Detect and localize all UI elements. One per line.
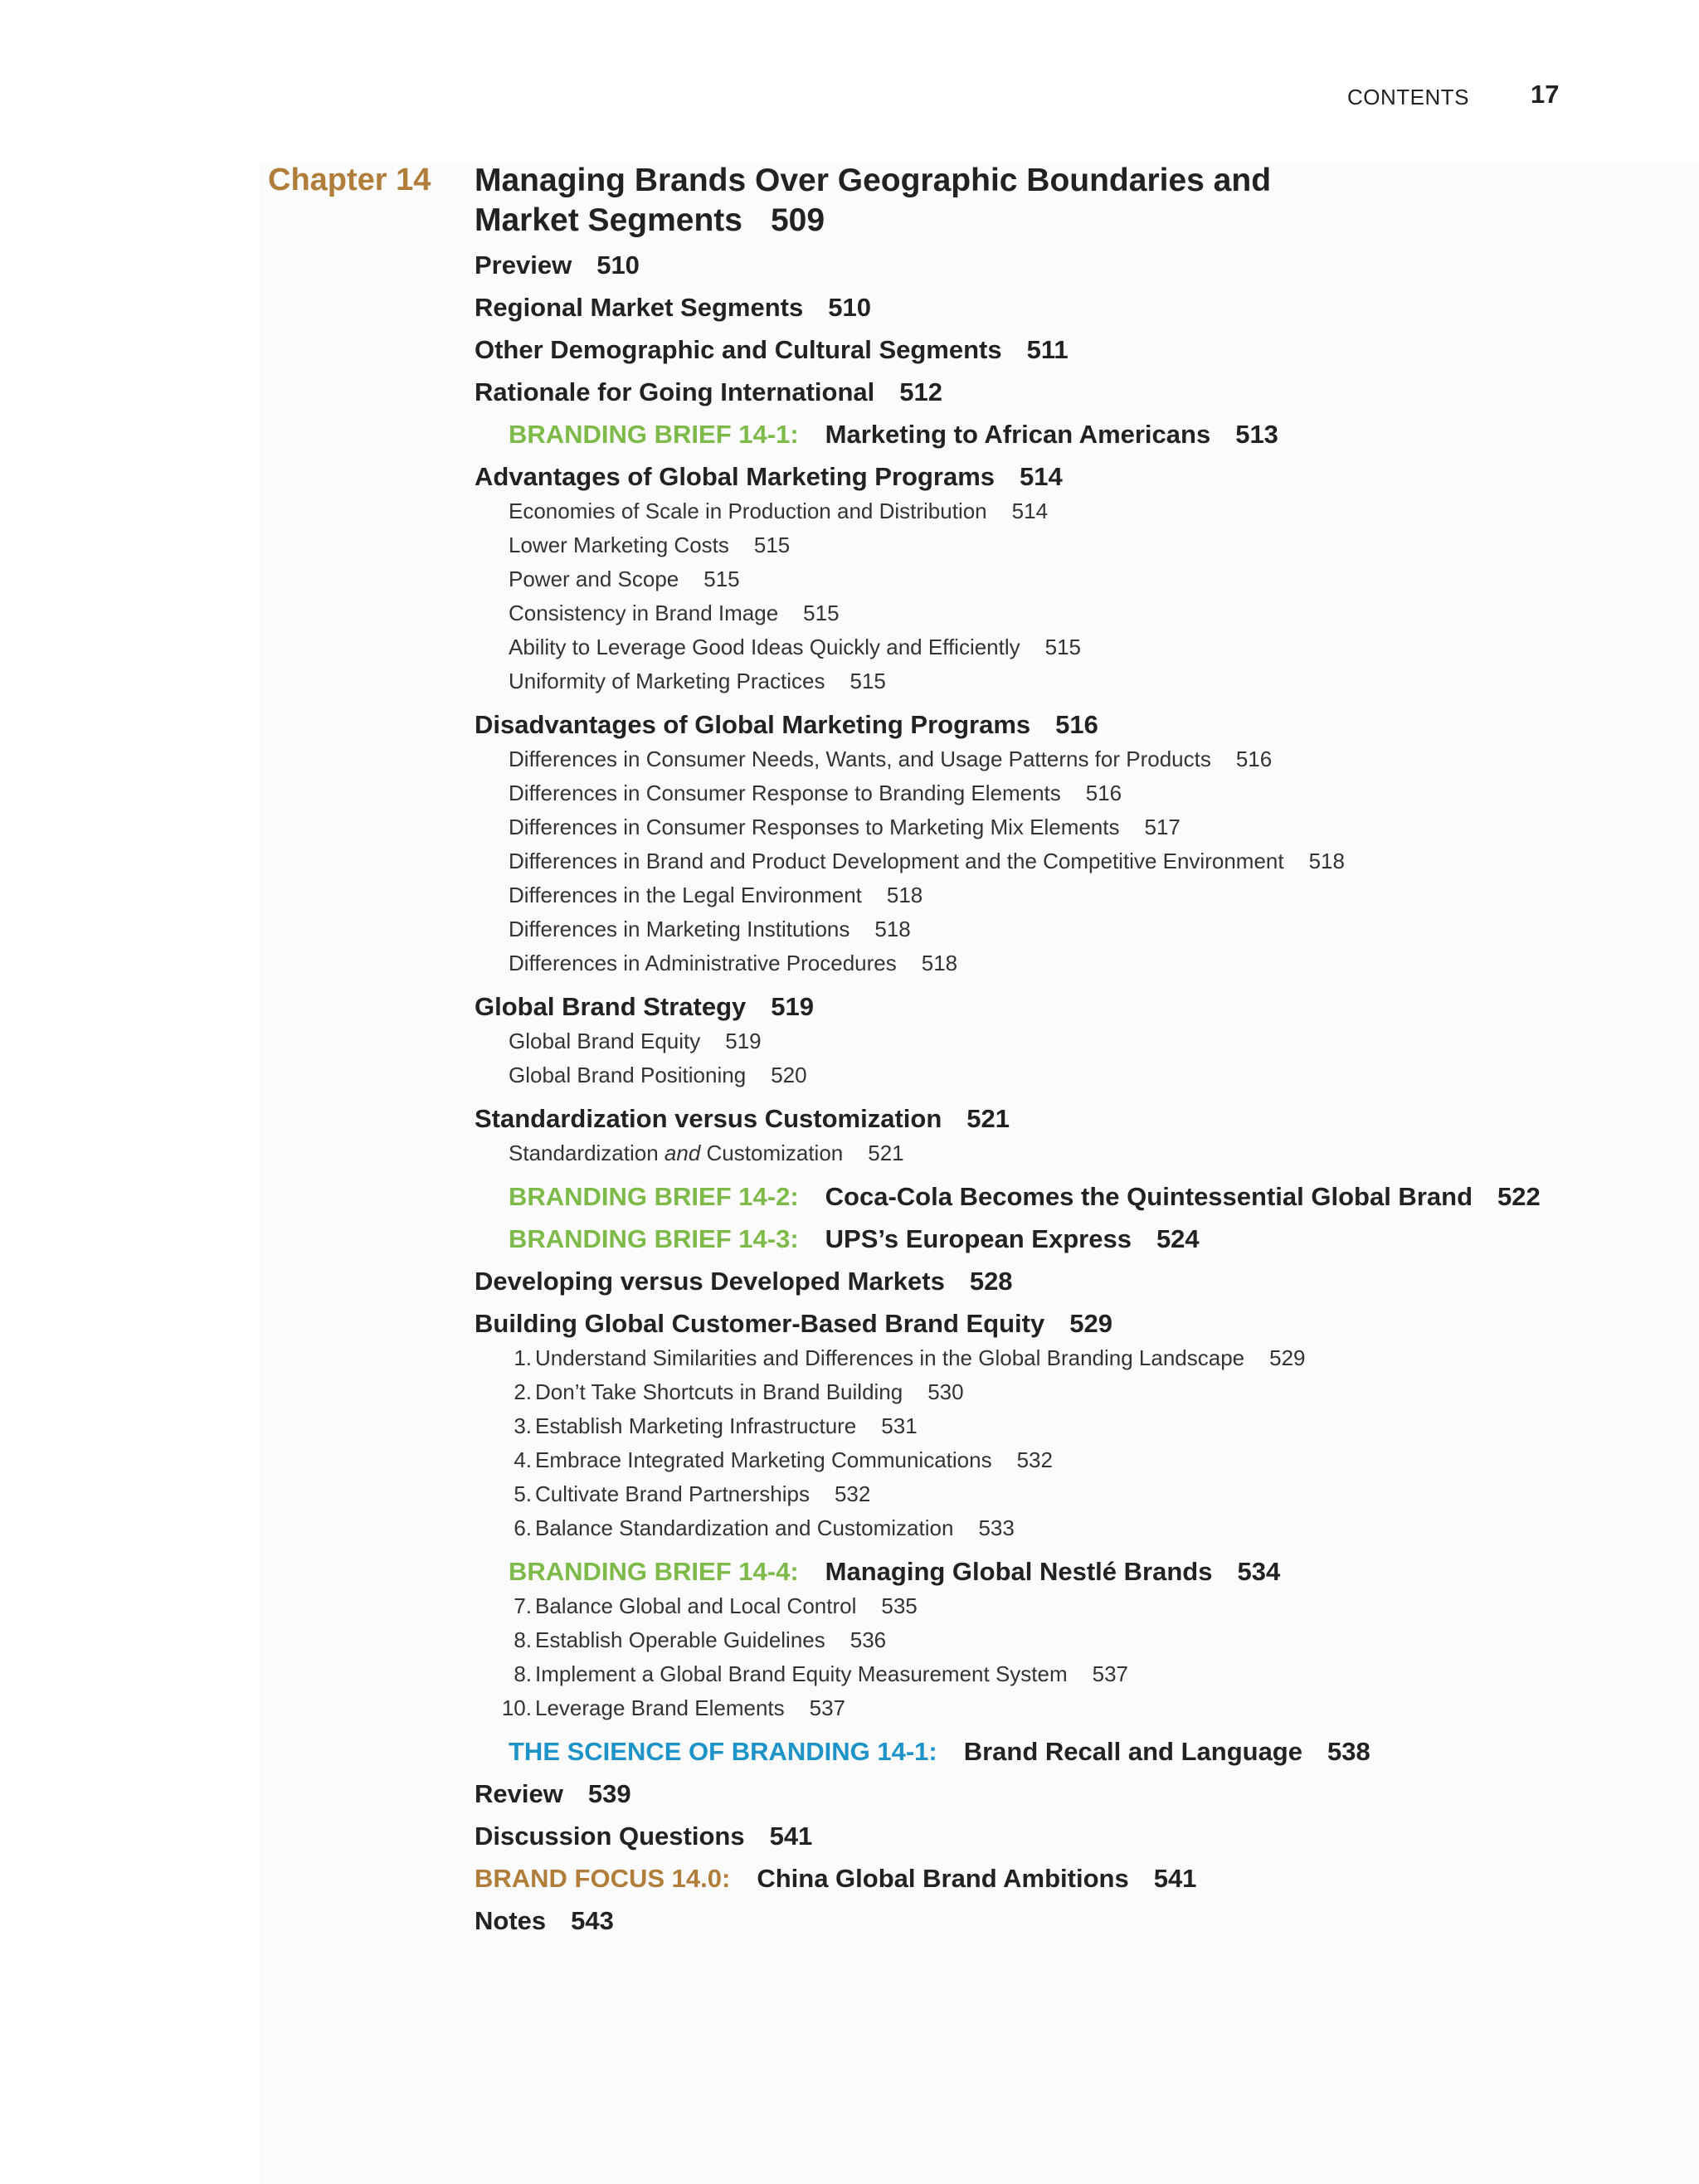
running-head (1294, 80, 1576, 113)
toc-entry-page: 515 (753, 533, 791, 557)
toc-subentry[interactable] (475, 1058, 1553, 1092)
toc-numbered-item[interactable] (475, 1375, 1553, 1409)
toc-numbered-item[interactable] (475, 1443, 1553, 1477)
toc-entry-page: 520 (771, 1063, 807, 1087)
toc-branding-brief-14-4[interactable] (475, 1550, 1553, 1593)
toc-entry-page: 543 (571, 1906, 614, 1935)
toc-entry-title: Advantages of Global Marketing Programs (475, 462, 996, 491)
toc-entry-page: 521 (868, 1141, 904, 1165)
toc-entry-title: Leverage Brand Elements (535, 1695, 785, 1720)
toc-entry-title: China Global Brand Ambitions (757, 1864, 1129, 1893)
toc-subentry[interactable] (475, 562, 1553, 596)
toc-entry-title: Discussion Questions (475, 1822, 745, 1851)
toc-entry-title-emphasis: and (664, 1141, 701, 1165)
toc-entry-title: Marketing to African Americans (825, 420, 1211, 449)
toc-entry-page: 515 (803, 601, 840, 625)
toc-entry-title: Differences in Marketing Institutions (509, 917, 850, 941)
toc-entry-page: 532 (1016, 1447, 1053, 1472)
toc-entry-title: Differences in the Legal Environment (509, 883, 862, 907)
toc-subentry[interactable] (475, 596, 1553, 630)
toc-entry-page: 521 (966, 1104, 1010, 1133)
toc-entry-other-demographic-segments[interactable] (475, 328, 1553, 371)
toc-entry-page: 541 (769, 1822, 813, 1851)
item-number: 7. (514, 1593, 532, 1618)
chapter-title-line-1: Managing Brands Over Geographic Boundaries and (475, 163, 1272, 198)
toc-entry-title: Balance Standardization and Customization (535, 1515, 954, 1540)
toc-subentry[interactable] (475, 1136, 1553, 1170)
toc-entry-title: Developing versus Developed Markets (475, 1267, 945, 1296)
toc-entry-title: Differences in Consumer Response to Branding Elements (509, 781, 1061, 805)
toc-entry-global-brand-strategy[interactable] (475, 985, 1553, 1028)
toc-entry-title: Balance Global and Local Control (535, 1593, 857, 1618)
toc-entry-title: Economies of Scale in Production and Distribution (509, 499, 987, 523)
toc-entry-page: 529 (1069, 1309, 1112, 1338)
toc-entry-title-post: Customization (700, 1141, 844, 1165)
toc-entry-title: Establish Marketing Infrastructure (535, 1413, 857, 1438)
toc-entry-title: Global Brand Strategy (475, 992, 747, 1021)
toc-entry-page: 512 (899, 377, 942, 406)
toc-entry-page: 515 (850, 669, 886, 693)
toc-entry-page: 538 (1327, 1737, 1370, 1766)
running-head-label: CONTENTS (1347, 85, 1469, 109)
toc-entry-page: 516 (1055, 710, 1098, 739)
toc-entry-page: 513 (1235, 420, 1278, 449)
toc-numbered-item[interactable] (475, 1657, 1553, 1691)
item-number: 3. (514, 1413, 532, 1438)
chapter-title-line-2: Market Segments (475, 202, 742, 238)
branding-brief-tag: BRANDING BRIEF 14-1: (509, 420, 799, 449)
toc-entry-title: Consistency in Brand Image (509, 601, 779, 625)
chapter-title[interactable] (475, 161, 1387, 241)
toc-entry-advantages-global-programs[interactable] (475, 455, 1553, 498)
toc-entry-title: Implement a Global Brand Equity Measurement System (535, 1661, 1068, 1686)
toc-entry-page: 515 (1044, 635, 1082, 659)
item-number: 4. (514, 1447, 532, 1472)
toc-subentry[interactable] (475, 494, 1553, 528)
toc-entry-page: 536 (850, 1627, 887, 1652)
toc-entry-title: Managing Global Nestlé Brands (825, 1557, 1213, 1586)
toc-entry-title: Differences in Consumer Responses to Marketing Mix Elements (509, 815, 1120, 839)
toc-entry-page: 522 (1497, 1182, 1541, 1211)
branding-brief-tag: BRANDING BRIEF 14-3: (509, 1224, 799, 1253)
item-number: 8. (514, 1627, 532, 1652)
toc-entry-rationale-going-international[interactable] (475, 371, 1553, 413)
toc-entry-title: Embrace Integrated Marketing Communications (535, 1447, 992, 1472)
toc-entry-page: 541 (1153, 1864, 1197, 1893)
toc-entry-page: 518 (1308, 849, 1345, 873)
toc-entry-preview[interactable] (475, 244, 1553, 286)
toc-entry-page: 515 (703, 567, 740, 591)
toc-entry-title: Other Demographic and Cultural Segments (475, 335, 1002, 364)
toc-entry-notes[interactable] (475, 1899, 1553, 1942)
toc-numbered-item[interactable] (475, 1691, 1553, 1725)
toc-entry-standardization-vs-customization[interactable] (475, 1097, 1553, 1140)
toc-subentry[interactable] (475, 664, 1553, 698)
toc-entry-title: Coca-Cola Becomes the Quintessential Global Brand (825, 1182, 1473, 1211)
toc-numbered-item[interactable] (475, 1477, 1553, 1511)
toc-numbered-item[interactable] (475, 1409, 1553, 1443)
toc-entry-title: Preview (475, 251, 572, 280)
chapter-page: 509 (770, 202, 825, 238)
toc-numbered-item[interactable] (475, 1341, 1553, 1375)
toc-entry-page: 519 (725, 1029, 762, 1053)
toc-entry-page: 514 (1020, 462, 1063, 491)
toc-entry-building-global-cbbe[interactable] (475, 1302, 1553, 1345)
toc-subentry[interactable] (475, 742, 1553, 776)
chapter-label: Chapter 14 (268, 163, 431, 197)
science-of-branding-tag: THE SCIENCE OF BRANDING 14-1: (509, 1737, 937, 1766)
toc-entry-title: Building Global Customer-Based Brand Equity (475, 1309, 1045, 1338)
brand-focus-tag: BRAND FOCUS 14.0: (475, 1864, 731, 1893)
toc-entry-page: 519 (771, 992, 815, 1021)
toc-brand-focus-14-0[interactable] (475, 1857, 1553, 1899)
toc-entry-page: 528 (969, 1267, 1013, 1296)
item-number: 1. (514, 1345, 532, 1370)
toc-subentry[interactable] (475, 878, 1553, 912)
toc-entry-title: Don’t Take Shortcuts in Brand Building (535, 1379, 903, 1404)
toc-entry-page: 518 (874, 917, 911, 941)
toc-entry-title: Cultivate Brand Partnerships (535, 1481, 810, 1506)
toc-entry-page: 534 (1237, 1557, 1281, 1586)
item-number: 5. (514, 1481, 532, 1506)
page-number: 17 (1531, 80, 1560, 109)
toc-science-of-branding-14-1[interactable] (475, 1730, 1553, 1773)
toc-entry-page: 533 (978, 1515, 1015, 1540)
toc-entry-page: 510 (828, 293, 871, 322)
toc-entry-discussion-questions[interactable] (475, 1815, 1553, 1857)
toc-entry-page: 510 (596, 251, 640, 280)
toc-entry-title: Rationale for Going International (475, 377, 875, 406)
toc-entry-title: Global Brand Equity (509, 1029, 701, 1053)
toc-subentry[interactable] (475, 912, 1553, 946)
toc-entry-disadvantages-global-programs[interactable] (475, 703, 1553, 746)
toc-entry-title: Understand Similarities and Differences in the Global Branding Landscape (535, 1345, 1245, 1370)
toc-entry-page: 517 (1144, 815, 1181, 839)
toc-entry-title: Establish Operable Guidelines (535, 1627, 825, 1652)
branding-brief-tag: BRANDING BRIEF 14-4: (509, 1557, 799, 1586)
branding-brief-tag: BRANDING BRIEF 14-2: (509, 1182, 799, 1211)
item-number: 8. (514, 1661, 532, 1686)
toc-entry-title: Differences in Consumer Needs, Wants, and Usage Patterns for Products (509, 747, 1211, 771)
toc-entry-title: Review (475, 1779, 563, 1808)
toc-entry-page: 518 (886, 883, 923, 907)
toc-subentry[interactable] (475, 528, 1553, 562)
item-number: 6. (514, 1515, 532, 1540)
toc-entry-title: UPS’s European Express (825, 1224, 1132, 1253)
toc-entry-page: 511 (1026, 335, 1069, 364)
item-number: 2. (514, 1379, 532, 1404)
toc-entry-review[interactable] (475, 1773, 1553, 1815)
toc-entry-title: Ability to Leverage Good Ideas Quickly and Efficiently (509, 635, 1020, 659)
toc-entry-regional-market-segments[interactable] (475, 286, 1553, 328)
toc-subentry[interactable] (475, 946, 1553, 980)
toc-entry-page: 518 (921, 951, 958, 975)
toc-entry-page: 531 (881, 1413, 918, 1438)
toc-numbered-item[interactable] (475, 1623, 1553, 1657)
toc-entry-page: 524 (1156, 1224, 1200, 1253)
toc-entry-title: Differences in Administrative Procedures (509, 951, 897, 975)
item-number: 10. (501, 1695, 532, 1720)
toc-entry-title-pre: Standardization (509, 1141, 665, 1165)
toc-entry-title: Differences in Brand and Product Development and the Competitive Environment (509, 849, 1284, 873)
toc-entry-title: Regional Market Segments (475, 293, 804, 322)
toc-entry-page: 532 (834, 1481, 871, 1506)
toc-entry-page: 529 (1269, 1345, 1306, 1370)
toc-subentry[interactable] (475, 630, 1553, 664)
toc-branding-brief-14-3[interactable] (475, 1218, 1553, 1260)
toc-entry-title: Uniformity of Marketing Practices (509, 669, 825, 693)
toc-entry-title: Disadvantages of Global Marketing Programs (475, 710, 1031, 739)
toc-subentry[interactable] (475, 810, 1553, 844)
toc-entry-page: 535 (881, 1593, 918, 1618)
toc-entry-page: 530 (927, 1379, 964, 1404)
toc-entry-page: 514 (1011, 499, 1049, 523)
toc-subentry[interactable] (475, 1024, 1553, 1058)
toc-entry-title: Power and Scope (509, 567, 679, 591)
toc-entry-page: 537 (1092, 1661, 1129, 1686)
toc-entry-page: 516 (1235, 747, 1273, 771)
toc-branding-brief-14-1[interactable] (475, 413, 1553, 455)
toc-subentry[interactable] (475, 776, 1553, 810)
toc-entry-page: 516 (1085, 781, 1122, 805)
toc-numbered-item[interactable] (475, 1511, 1553, 1545)
toc-entry-title: Global Brand Positioning (509, 1063, 747, 1087)
toc-entry-page: 539 (587, 1779, 631, 1808)
toc-entry-title: Standardization versus Customization (475, 1104, 942, 1133)
toc-entry-title: Notes (475, 1906, 547, 1935)
toc-numbered-item[interactable] (475, 1589, 1553, 1623)
table-of-contents (475, 244, 1553, 1942)
toc-subentry[interactable] (475, 844, 1553, 878)
toc-entry-title: Lower Marketing Costs (509, 533, 729, 557)
toc-entry-title: Brand Recall and Language (963, 1737, 1302, 1766)
toc-entry-developing-vs-developed[interactable] (475, 1260, 1553, 1302)
toc-branding-brief-14-2[interactable] (475, 1175, 1553, 1218)
toc-entry-page: 537 (809, 1695, 846, 1720)
